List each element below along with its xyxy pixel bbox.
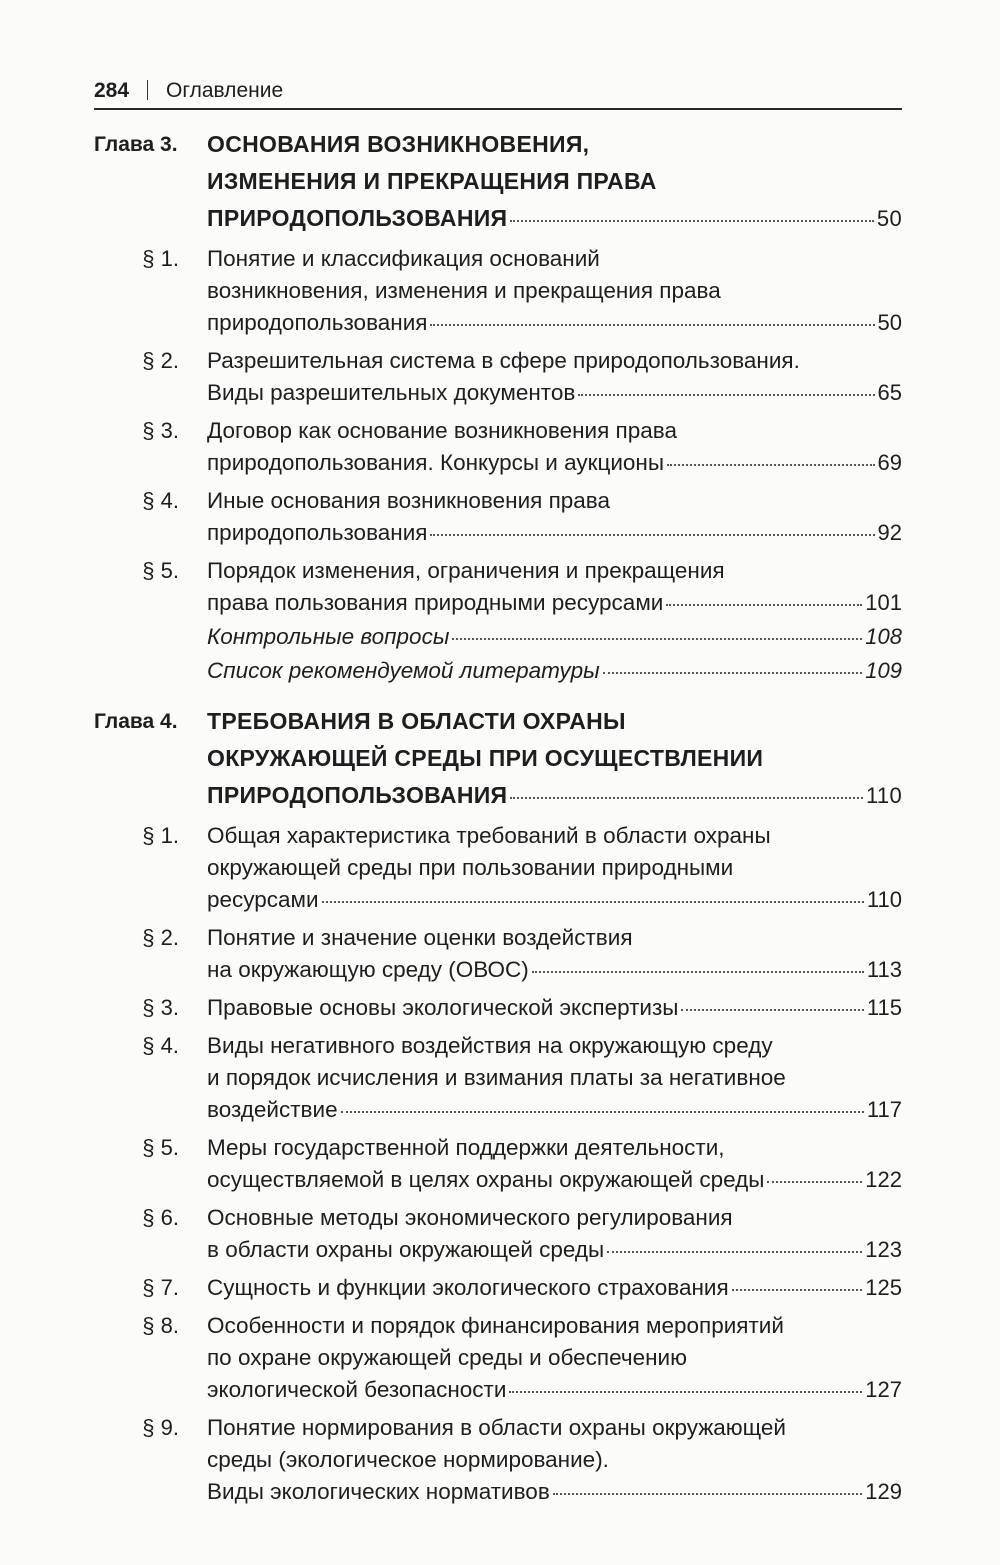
toc-page-number: 50 (877, 310, 902, 335)
toc-title-line: природопользования (207, 520, 428, 545)
toc-entry-label: § 3. (142, 418, 179, 443)
toc-title-line: Список рекомендуемой литературы (207, 658, 600, 683)
dot-leader (578, 393, 874, 396)
toc-entry (94, 621, 902, 653)
toc-entry-title (207, 1272, 902, 1304)
toc-entry (94, 820, 902, 916)
toc-entry-label: § 9. (142, 1415, 179, 1440)
toc-entry-title (207, 1310, 902, 1406)
dot-leader (603, 671, 863, 674)
toc-page-number: 122 (865, 1167, 902, 1192)
dot-leader (509, 1390, 862, 1393)
toc-entry-label: § 6. (142, 1205, 179, 1230)
toc-title-line: Правовые основы экологической экспертизы (207, 995, 679, 1020)
toc-title-line: Виды разрешительных документов (207, 380, 576, 405)
toc-title-line: Договор как основание возникновения права (207, 418, 677, 443)
toc-page-number: 123 (865, 1237, 902, 1262)
toc-entry-label: § 5. (142, 558, 179, 583)
toc-title-line: окружающей среды при пользовании природными (207, 855, 734, 880)
toc-title-last-line (207, 621, 902, 653)
toc-page-number: 113 (866, 957, 902, 982)
page-number: 284 (94, 79, 130, 102)
toc-title-line: по охране окружающей среды и обеспечению (207, 1345, 687, 1370)
toc-title-line: Основные методы экономического регулирования (207, 1205, 733, 1230)
toc-entry-title (207, 243, 902, 339)
dot-leader (607, 1250, 862, 1253)
toc-entry-label: § 8. (142, 1313, 179, 1338)
toc-entry (94, 243, 902, 339)
toc-title-last-line (207, 1234, 902, 1266)
toc-title-last-line (207, 1476, 902, 1508)
dot-leader (510, 796, 863, 799)
table-of-contents (94, 118, 902, 1508)
toc-entry (94, 1030, 902, 1126)
toc-title-line: ресурсами (207, 887, 319, 912)
toc-title-line: Виды экологических нормативов (207, 1479, 550, 1504)
toc-title-last-line (207, 307, 902, 339)
dot-leader (553, 1492, 863, 1495)
toc-entry (94, 1132, 902, 1196)
toc-title-line: ПРИРОДОПОЛЬЗОВАНИЯ (207, 782, 508, 808)
toc-entry (94, 485, 902, 549)
toc-entry-label: § 4. (142, 488, 179, 513)
dot-leader (681, 1008, 863, 1011)
toc-title-line: Меры государственной поддержки деятельности, (207, 1135, 725, 1160)
dot-leader (510, 219, 874, 222)
toc-title-line: Контрольные вопросы (207, 624, 450, 649)
toc-entry-title (207, 1202, 902, 1266)
toc-title-line: Иные основания возникновения права (207, 488, 611, 513)
toc-title-last-line (207, 1272, 902, 1304)
toc-title-line: воздействие (207, 1097, 338, 1122)
toc-entry-label: Глава 4. (94, 710, 178, 733)
toc-entry-title (207, 126, 902, 237)
toc-page-number: 125 (865, 1275, 902, 1300)
toc-entry-title (207, 621, 902, 653)
toc-entry (94, 345, 902, 409)
toc-entry (94, 922, 902, 986)
toc-entry-label (94, 621, 207, 653)
dot-leader (767, 1180, 862, 1183)
toc-page-number: 127 (865, 1377, 902, 1402)
toc-title-line: на окружающую среду (ОВОС) (207, 957, 529, 982)
toc-title-line: Понятие и классификация оснований (207, 246, 600, 271)
toc-title-last-line (207, 587, 902, 619)
dot-leader (732, 1288, 863, 1291)
toc-title-last-line (207, 954, 902, 986)
dot-leader (430, 323, 874, 326)
header-separator (147, 80, 148, 100)
toc-page-number: 110 (866, 887, 902, 912)
toc-title-line: Понятие нормирования в области охраны окружающей (207, 1415, 786, 1440)
toc-title-line: в области охраны окружающей среды (207, 1237, 605, 1262)
dot-leader (532, 970, 864, 973)
toc-title-line: Общая характеристика требований в области охраны (207, 823, 771, 848)
toc-title-line: и порядок исчисления и взимания платы за негативное (207, 1065, 786, 1090)
toc-title-last-line (207, 200, 902, 237)
toc-title-line: ИЗМЕНЕНИЯ И ПРЕКРАЩЕНИЯ ПРАВА (207, 168, 657, 194)
toc-entry (94, 415, 902, 479)
toc-page-number: 108 (865, 624, 902, 649)
page-header (94, 76, 902, 110)
header-title: Оглавление (166, 79, 284, 102)
dot-leader (666, 603, 862, 606)
toc-title-line: Особенности и порядок финансирования мероприятий (207, 1313, 784, 1338)
toc-page-number: 65 (877, 380, 902, 405)
dot-leader (452, 637, 862, 640)
toc-title-last-line (207, 377, 902, 409)
toc-page-number: 109 (865, 658, 902, 683)
toc-title-line: среды (экологическое нормирование). (207, 1447, 609, 1472)
toc-title-last-line (207, 884, 902, 916)
toc-entry-title (207, 1412, 902, 1508)
toc-title-line: Сущность и функции экологического страхования (207, 1275, 729, 1300)
toc-entry-label: § 3. (142, 995, 179, 1020)
toc-title-line: ПРИРОДОПОЛЬЗОВАНИЯ (207, 205, 508, 231)
toc-page-number: 92 (877, 520, 902, 545)
toc-entry-title (207, 820, 902, 916)
toc-title-last-line (207, 992, 902, 1024)
toc-entry-title (207, 992, 902, 1024)
toc-entry (94, 1202, 902, 1266)
toc-title-line: осуществляемой в целях охраны окружающей среды (207, 1167, 765, 1192)
toc-entry-label: § 7. (142, 1275, 179, 1300)
toc-entry-label: § 5. (142, 1135, 179, 1160)
toc-page-number: 129 (865, 1479, 902, 1504)
toc-page-number: 117 (866, 1097, 902, 1122)
toc-entry-title (207, 922, 902, 986)
toc-entry-title (207, 415, 902, 479)
dot-leader (341, 1110, 864, 1113)
toc-title-line: ТРЕБОВАНИЯ В ОБЛАСТИ ОХРАНЫ (207, 708, 626, 734)
toc-chapter (94, 703, 902, 814)
toc-title-line: возникновения, изменения и прекращения права (207, 278, 721, 303)
toc-title-last-line (207, 1164, 902, 1196)
toc-entry-label: § 4. (142, 1033, 179, 1058)
toc-entry-label: § 1. (142, 246, 179, 271)
toc-entry-title (207, 703, 902, 814)
toc-entry-label: Глава 3. (94, 133, 178, 156)
toc-entry-title (207, 655, 902, 687)
toc-chapter (94, 126, 902, 237)
toc-title-last-line (207, 1094, 902, 1126)
toc-entry-label: § 2. (142, 925, 179, 950)
toc-title-line: Понятие и значение оценки воздействия (207, 925, 633, 950)
toc-entry (94, 1310, 902, 1406)
toc-page-number: 115 (866, 995, 902, 1020)
toc-title-line: Виды негативного воздействия на окружающую среду (207, 1033, 773, 1058)
toc-entry (94, 992, 902, 1024)
toc-entry-title (207, 485, 902, 549)
toc-entry (94, 1272, 902, 1304)
toc-title-line: ОСНОВАНИЯ ВОЗНИКНОВЕНИЯ, (207, 131, 590, 157)
toc-title-last-line (207, 655, 902, 687)
dot-leader (667, 463, 874, 466)
toc-entry-label (94, 655, 207, 687)
toc-title-last-line (207, 447, 902, 479)
toc-entry-title (207, 555, 902, 619)
toc-entry-title (207, 345, 902, 409)
toc-page-number: 110 (866, 783, 902, 808)
toc-title-line: ОКРУЖАЮЩЕЙ СРЕДЫ ПРИ ОСУЩЕСТВЛЕНИИ (207, 745, 764, 771)
toc-entry (94, 1412, 902, 1508)
toc-title-last-line (207, 1374, 902, 1406)
toc-entry-label: § 2. (142, 348, 179, 373)
toc-title-line: Порядок изменения, ограничения и прекращения (207, 558, 725, 583)
toc-title-last-line (207, 777, 902, 814)
toc-entry (94, 655, 902, 687)
toc-entry (94, 555, 902, 619)
dot-leader (430, 533, 874, 536)
toc-title-line: Разрешительная система в сфере природопользования. (207, 348, 800, 373)
toc-title-line: права пользования природными ресурсами (207, 590, 664, 615)
toc-entry-title (207, 1030, 902, 1126)
toc-page-number: 69 (877, 450, 902, 475)
toc-title-line: природопользования. Конкурсы и аукционы (207, 450, 665, 475)
toc-title-line: экологической безопасности (207, 1377, 507, 1402)
toc-entry-label: § 1. (142, 823, 179, 848)
dot-leader (322, 900, 864, 903)
toc-title-last-line (207, 517, 902, 549)
toc-page-number: 101 (865, 590, 902, 615)
toc-title-line: природопользования (207, 310, 428, 335)
toc-entry-title (207, 1132, 902, 1196)
toc-page-number: 50 (876, 206, 902, 231)
